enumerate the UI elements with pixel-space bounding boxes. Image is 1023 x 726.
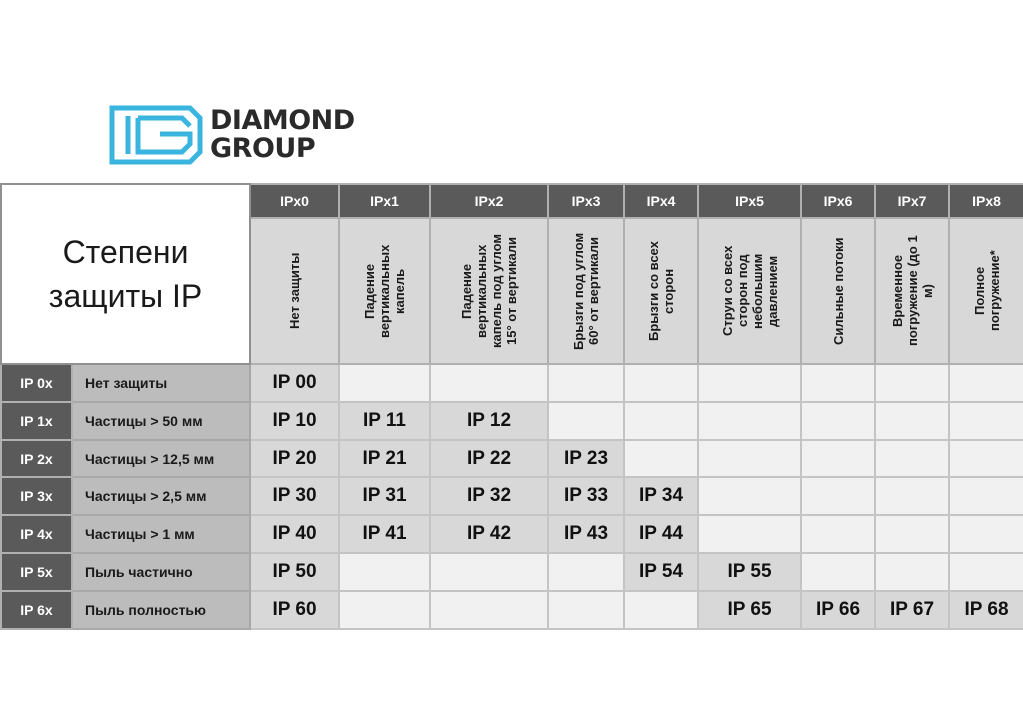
column-code-ipx4: IPx4 (624, 184, 698, 218)
column-code-ipx2: IPx2 (430, 184, 548, 218)
column-desc-cell (548, 218, 624, 364)
empty-cell (339, 364, 430, 402)
empty-cell (949, 364, 1023, 402)
ip-rating-cell: IP 21 (339, 440, 430, 478)
ip-rating-cell: IP 41 (339, 515, 430, 553)
column-code-ipx7: IPx7 (875, 184, 949, 218)
column-description: Падение вертикальных капель под углом 15° от вертикали (459, 233, 519, 348)
column-description: Брызги со всех сторон (646, 240, 676, 341)
row-code: IP 5x (1, 553, 72, 591)
row-description: Пыль частично (72, 553, 250, 591)
ip-rating-cell: IP 66 (801, 591, 875, 629)
column-desc-cell (339, 218, 430, 364)
column-code-ipx1: IPx1 (339, 184, 430, 218)
column-code-ipx6: IPx6 (801, 184, 875, 218)
empty-cell (548, 553, 624, 591)
empty-cell (430, 364, 548, 402)
table-row (1, 477, 1023, 515)
empty-cell (801, 553, 875, 591)
row-description: Частицы > 2,5 мм (72, 477, 250, 515)
empty-cell (624, 402, 698, 440)
column-description: Временное погружение (до 1 м) (889, 235, 935, 347)
empty-cell (949, 515, 1023, 553)
ip-rating-cell: IP 33 (548, 477, 624, 515)
ip-rating-cell: IP 68 (949, 591, 1023, 629)
logo-line-1: DIAMOND (210, 105, 355, 136)
ip-rating-cell: IP 31 (339, 477, 430, 515)
column-desc-cell (430, 218, 548, 364)
empty-cell (548, 591, 624, 629)
column-desc-cell (949, 218, 1023, 364)
empty-cell (875, 515, 949, 553)
column-desc-cell (875, 218, 949, 364)
ip-rating-cell: IP 00 (250, 364, 339, 402)
ip-rating-cell: IP 65 (698, 591, 801, 629)
empty-cell (949, 440, 1023, 478)
empty-cell (624, 364, 698, 402)
column-code-ipx8: IPx8 (949, 184, 1023, 218)
ip-rating-cell: IP 23 (548, 440, 624, 478)
logo-wordmark (210, 107, 355, 163)
empty-cell (949, 553, 1023, 591)
ip-rating-cell: IP 32 (430, 477, 548, 515)
row-description: Нет защиты (72, 364, 250, 402)
row-code: IP 0x (1, 364, 72, 402)
empty-cell (875, 553, 949, 591)
table-title: Степени защиты IP (1, 184, 250, 364)
empty-cell (548, 402, 624, 440)
table-row (1, 591, 1023, 629)
ip-rating-cell: IP 11 (339, 402, 430, 440)
ip-rating-cell: IP 42 (430, 515, 548, 553)
empty-cell (339, 553, 430, 591)
diamond-group-logo-icon (108, 104, 204, 166)
row-description: Частицы > 12,5 мм (72, 440, 250, 478)
ip-rating-cell: IP 43 (548, 515, 624, 553)
table-row (1, 553, 1023, 591)
ip-rating-cell: IP 40 (250, 515, 339, 553)
column-description: Струи со всех сторон под небольшим давлением (719, 245, 780, 336)
row-code: IP 2x (1, 440, 72, 478)
ip-rating-cell: IP 10 (250, 402, 339, 440)
column-desc-cell (801, 218, 875, 364)
column-code-ipx5: IPx5 (698, 184, 801, 218)
column-desc-cell (698, 218, 801, 364)
ip-protection-table (0, 183, 1023, 630)
column-description: Сильные потоки (830, 237, 846, 345)
empty-cell (624, 591, 698, 629)
ip-rating-cell: IP 60 (250, 591, 339, 629)
column-description: Полное погружение* (971, 250, 1002, 332)
empty-cell (698, 440, 801, 478)
logo-line-2: GROUP (210, 133, 316, 164)
empty-cell (430, 553, 548, 591)
table-row (1, 402, 1023, 440)
row-code: IP 6x (1, 591, 72, 629)
column-desc-cell (624, 218, 698, 364)
empty-cell (339, 591, 430, 629)
ip-rating-cell: IP 67 (875, 591, 949, 629)
row-code: IP 4x (1, 515, 72, 553)
ip-rating-cell: IP 20 (250, 440, 339, 478)
ip-rating-cell: IP 50 (250, 553, 339, 591)
empty-cell (801, 515, 875, 553)
empty-cell (949, 402, 1023, 440)
row-code: IP 3x (1, 477, 72, 515)
ip-rating-cell: IP 12 (430, 402, 548, 440)
row-description: Частицы > 50 мм (72, 402, 250, 440)
empty-cell (698, 364, 801, 402)
column-description: Падение вертикальных капель (362, 244, 407, 338)
row-code: IP 1x (1, 402, 72, 440)
table-row (1, 515, 1023, 553)
empty-cell (949, 477, 1023, 515)
empty-cell (801, 440, 875, 478)
column-code-ipx0: IPx0 (250, 184, 339, 218)
company-logo (108, 104, 388, 168)
empty-cell (698, 402, 801, 440)
row-description: Пыль полностью (72, 591, 250, 629)
empty-cell (548, 364, 624, 402)
empty-cell (875, 364, 949, 402)
empty-cell (801, 477, 875, 515)
column-description: Брызги под углом 60° от вертикали (571, 232, 601, 350)
empty-cell (875, 402, 949, 440)
ip-rating-cell: IP 44 (624, 515, 698, 553)
ip-rating-cell: IP 54 (624, 553, 698, 591)
empty-cell (801, 402, 875, 440)
empty-cell (875, 477, 949, 515)
empty-cell (875, 440, 949, 478)
empty-cell (624, 440, 698, 478)
ip-rating-cell: IP 30 (250, 477, 339, 515)
empty-cell (430, 591, 548, 629)
column-desc-cell (250, 218, 339, 364)
ip-rating-cell: IP 22 (430, 440, 548, 478)
table-row (1, 364, 1023, 402)
empty-cell (698, 477, 801, 515)
empty-cell (801, 364, 875, 402)
row-description: Частицы > 1 мм (72, 515, 250, 553)
column-code-ipx3: IPx3 (548, 184, 624, 218)
empty-cell (698, 515, 801, 553)
column-description: Нет защиты (287, 252, 302, 329)
table-row (1, 440, 1023, 478)
ip-rating-cell: IP 34 (624, 477, 698, 515)
ip-rating-cell: IP 55 (698, 553, 801, 591)
